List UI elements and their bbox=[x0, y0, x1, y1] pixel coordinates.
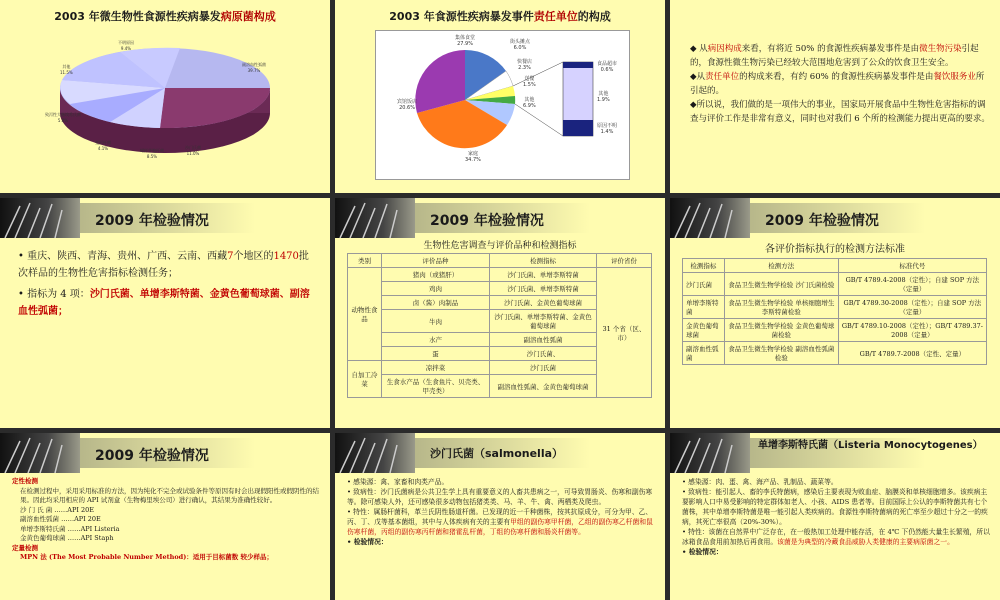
methods-table: 检测指标 检测方法 标准代号 沙门氏菌 食品卫生微生物学检验 沙门氏菌检验 GB/T 4789.4-2008（定性）；自建 SOP 方法（定量） 单增李斯特菌 食品卫生微生物学检验 单核细胞增生李斯特菌检验 GB/T 4789.30-2008（定性）；自建 SOP 方法（定量） 金黄色葡萄球菌 食品卫生微生物学检验 金黄色葡萄球菌检验 GB/T 4789.10-2008（定性）；GB/T 4789.37-2008（定量） 副溶血性弧菌 食品卫生微生物学检验 副溶血性弧菌检验 GB/T 4789.7-2008（定性、定量） bbox=[682, 258, 987, 365]
wheat-banner-icon bbox=[335, 433, 415, 473]
salmonella-text bbox=[347, 477, 657, 547]
items-table: 类别 评价品种 检测指标 评价省份 动物性食品 猪肉（或猪肝） 沙门氏菌、单增李斯特菌 31 个省（区、市） 鸡肉 沙门氏菌、单增李斯特菌 卤（酱）肉制品 沙门氏菌、金黄色葡萄球菌 牛肉 沙门氏菌、单增李斯特菌、金黄色葡萄球菌 水产 副溶血性弧菌 蛋 沙门氏菌、 自加工冷菜 凉拌菜 沙门氏菌 生食水产品（生食鱼片、贝壳类、甲壳类） 副溶血性弧菌、金黄色葡萄球菌 bbox=[347, 253, 652, 398]
api-item: 沙 门 氏 菌 ……API 20E bbox=[20, 505, 94, 514]
pie-3d-chart bbox=[0, 0, 330, 193]
bullet-feature: • 特性：属肠杆菌科，革兰氏阴性肠道杆菌。已发现的近一千种菌株，按其抗原成分，可分为甲、乙、丙、丁、戊等基本菌组，其中与人体疾病有关的主要有甲组的副伤寒甲杆菌，乙组的副伤寒乙杆菌和鼠伤寒杆菌，丙组的副伤寒丙杆菌和猪霍乱杆菌，丁组的伤寒杆菌和肠炎杆菌等。 bbox=[347, 508, 653, 536]
slide-title: 2003 年微生物性食源性疾病暴发病原菌构成 bbox=[54, 10, 276, 23]
label-delivery: 送餐 1.5% bbox=[523, 76, 536, 88]
slide-title: 2003 年食源性疾病暴发事件责任单位的构成 bbox=[389, 10, 611, 23]
slide-title: 2009 年检验情况 bbox=[430, 213, 544, 229]
listeria-text bbox=[682, 477, 992, 557]
label-fastfood: 快餐店 2.3% bbox=[517, 59, 533, 71]
table-subtitle: 各评价指标执行的检测方法标准 bbox=[765, 244, 905, 255]
slide-2009-detection[interactable] bbox=[0, 433, 330, 600]
api-item: 单增李斯特氏菌 ……API Listeria bbox=[20, 524, 120, 533]
label-unknown: 不明原因 9.4% bbox=[118, 40, 134, 51]
bullet-1: • 重庆、陕西、青海、贵州、广西、云南、西藏7个地区的1470批次样品的生物性危害指标检测任务； bbox=[18, 251, 309, 279]
table-subtitle: 生物性危害调查与评价品种和检测指标 bbox=[423, 241, 577, 251]
label-ecoli: 致泻性大肠埃希氏菌 5.8% bbox=[45, 112, 81, 123]
label-street: 街头摊点 6.0% bbox=[510, 39, 531, 51]
label-proteus: 变形杆菌 4.1% bbox=[95, 140, 111, 151]
label-bacillus: 蜡样芽胞杆菌 8.5% bbox=[140, 148, 164, 159]
qualitative-heading: 定性检测 bbox=[12, 477, 38, 485]
detection-text bbox=[12, 477, 322, 563]
label-home: 家庭 34.7% bbox=[465, 151, 481, 163]
slide-listeria[interactable] bbox=[670, 433, 1000, 600]
task-bullets bbox=[18, 248, 318, 320]
api-item: 副溶血性弧菌 ……API 20E bbox=[20, 515, 101, 523]
slide-title: 单增李斯特氏菌（Listeria Monocytogenes） bbox=[758, 440, 983, 451]
bullet-source: • 感染源：肉、蛋、禽、海产品、乳制品、蔬菜等。 bbox=[682, 478, 838, 486]
slide-analysis-text[interactable] bbox=[670, 0, 1000, 193]
bar-label-unknown: 原因不明 1.4% bbox=[597, 123, 618, 135]
label-hotel: 宾馆饭店 20.6% bbox=[397, 99, 418, 111]
wheat-banner-icon bbox=[0, 198, 80, 238]
wheat-banner-icon bbox=[335, 198, 415, 238]
slide-title: 2009 年检验情况 bbox=[765, 213, 879, 229]
quantitative-heading: 定量检测 bbox=[12, 543, 38, 552]
mpn-item: MPN 法 (The Most Probable Number Method)：适用于目标菌数 较少样品； bbox=[20, 553, 274, 561]
bullet-1: ◆ 从病因构成来看，有将近 50% 的食源性疾病暴发事件是由微生物污染引起的，食源性微生物污染已经较大范围地危害到了公众的饮食卫生安全。 bbox=[690, 44, 979, 68]
api-item: 金黄色葡萄球菌 ……API Staph bbox=[20, 534, 114, 542]
bullet-inspection: • 检验情况： bbox=[347, 538, 388, 546]
slide-2009-tasks[interactable] bbox=[0, 198, 330, 428]
label-salmonella: 沙门氏菌 11.0% bbox=[185, 145, 201, 156]
label-canteen: 集体食堂 27.9% bbox=[455, 35, 476, 47]
bullet-pathogenicity: • 致病性：能引起人、畜的李氏特菌病，感染后主要表现为败血症、脑膜炎和单核细胞增多。该疾病主要影响人口中易受影响的特定群体如老人、小孩、AIDS 患者等。目前国际上公认的李斯特菌共有七个菌株，其中单增李斯特菌是唯一能引起人类疾病的。食源性李斯特菌病的死亡率至少超过十分之一的疾病，其死亡率很高（20%-30%）。 bbox=[682, 488, 988, 526]
bullet-3: ◆所以说，我们做的是一项伟大的事业，国家局开展食品中生物性危害指标的调查与评价工作是非常有意义，同时也对我们 6 个所的检测能力提出更高的要求。 bbox=[690, 100, 990, 124]
bullet-2: • 指标为 4 项：沙门氏菌、单增李斯特菌、金黄色葡萄球菌、副溶血性弧菌； bbox=[18, 289, 310, 317]
slide-2009-methods-table[interactable] bbox=[670, 198, 1000, 428]
qualitative-paragraph: 在检测过程中，采用采用标准的方法，因为纯化不完全或试验条件等原因有时会出现假阳性或假阴性的结果。因此均采用相应的 API 试剂盒（生物梅里埃公司）进行确认，其结果为准确性较好。 bbox=[20, 486, 319, 504]
bullet-pathogenicity: • 致病性：沙门氏菌病是公共卫生学上具有重要意义的人畜共患病之一，可导致胃肠炎、伤寒和副伤寒等。除可感染人外，还可感染很多动物包括猪类类、马、羊、牛、禽、两栖类及爬虫。 bbox=[347, 488, 653, 506]
bullet-feature: • 特性：该菌在自然界中广泛存在，在一般热加工处理中能存活，在 4℃ 下仍然能大量生长繁殖，所以冰箱食品食用前加热后再食用。该菌是为典型的冷藏食品威胁人类健康的主要病原菌之一。 bbox=[682, 528, 990, 546]
slide-title: 沙门氏菌（salmonella） bbox=[430, 447, 564, 460]
bar-label-supermarket: 食品超市 0.6% bbox=[597, 61, 618, 73]
wheat-banner-icon bbox=[0, 433, 80, 473]
label-other: 其他 6.9% bbox=[523, 97, 536, 109]
slide-title: 2009 年检验情况 bbox=[95, 448, 209, 464]
analysis-bullets bbox=[690, 42, 990, 126]
bullet-source: • 感染源：禽、家畜和肉类产品。 bbox=[347, 478, 449, 486]
bullet-2: ◆从责任单位的构成来看，有约 60% 的食源性疾病暴发事件是由餐饮服务业所引起的。 bbox=[690, 72, 985, 96]
pie-chart bbox=[335, 0, 665, 193]
label-other: 其他 11.5% bbox=[60, 64, 73, 75]
bar-label-other: 其他 1.9% bbox=[597, 91, 610, 103]
wheat-banner-icon bbox=[670, 198, 750, 238]
label-vibrio: 副溶血性弧菌 39.7% bbox=[242, 62, 266, 73]
slide-2009-items-table[interactable] bbox=[335, 198, 665, 428]
slide-salmonella[interactable] bbox=[335, 433, 665, 600]
wheat-banner-icon bbox=[670, 433, 750, 473]
slide-pathogen-pie[interactable] bbox=[0, 0, 330, 193]
bullet-inspection: • 检验情况： bbox=[682, 548, 723, 556]
slide-title: 2009 年检验情况 bbox=[95, 213, 209, 229]
slide-responsibility-pie[interactable] bbox=[335, 0, 665, 193]
